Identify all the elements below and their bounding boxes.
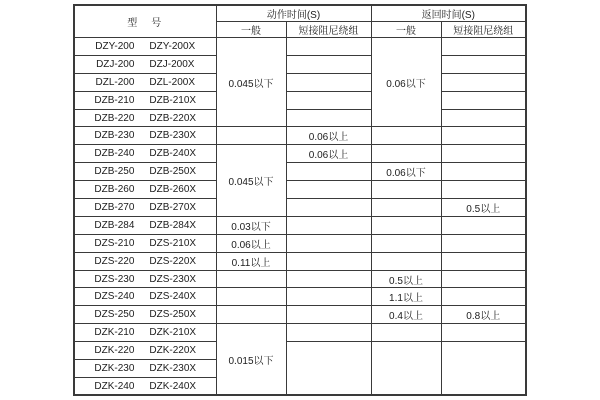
- spec-table: [73, 4, 527, 396]
- model-cell: [74, 252, 216, 270]
- model-label: DZS-230: [94, 273, 135, 285]
- table-row: [74, 306, 526, 324]
- cell-action-general: [216, 270, 286, 288]
- model-cell: [74, 109, 216, 127]
- model-pair: [75, 113, 216, 124]
- table-row: [74, 252, 526, 270]
- model-label: DZY-200: [95, 40, 135, 52]
- cell-action-damping: 0.06以上: [286, 127, 371, 145]
- model-cell: [74, 55, 216, 73]
- header-action-time: 动作时间(S): [216, 5, 371, 22]
- table-row: [74, 145, 526, 163]
- model-label: DZK-220: [94, 345, 135, 357]
- model-pair: [75, 77, 216, 88]
- model-label: DZK-230: [94, 362, 135, 374]
- table-row: [74, 127, 526, 145]
- cell-action-damping: [286, 288, 371, 306]
- cell-return-general: [371, 127, 441, 145]
- model-cell: [74, 377, 216, 395]
- cell-return-damping: [441, 163, 526, 181]
- cell-return-damping: 0.5以上: [441, 199, 526, 217]
- model-x-variant-label: DZB-240X: [149, 148, 197, 160]
- model-cell: [74, 127, 216, 145]
- cell-action-general: [216, 288, 286, 306]
- cell-action-general: 0.11以上: [216, 252, 286, 270]
- cell-action-damping: [286, 163, 371, 181]
- model-cell: [74, 199, 216, 217]
- cell-return-general: 0.06以下: [371, 163, 441, 181]
- model-pair: [75, 256, 216, 267]
- table-row: [74, 199, 526, 217]
- cell-return-general: [371, 199, 441, 217]
- header-row-groups: [74, 5, 526, 22]
- model-pair: [75, 274, 216, 285]
- model-cell: [74, 216, 216, 234]
- cell-action-general: 0.06以上: [216, 234, 286, 252]
- model-x-variant-label: DZB-260X: [149, 184, 197, 196]
- model-x-variant-label: DZB-230X: [149, 130, 197, 142]
- header-model: 型 号: [74, 5, 216, 38]
- model-label: DZB-250: [94, 166, 135, 178]
- cell-return-damping: [441, 73, 526, 91]
- cell-action-general: [216, 306, 286, 324]
- model-x-variant-label: DZK-230X: [149, 362, 197, 374]
- model-label: DZB-230: [94, 130, 135, 142]
- cell-return-general: [371, 145, 441, 163]
- cell-return-damping: 0.8以上: [441, 306, 526, 324]
- cell-action-general: 0.045以下: [216, 38, 286, 127]
- model-x-variant-label: DZB-284X: [149, 219, 197, 231]
- model-x-variant-label: DZB-250X: [149, 166, 197, 178]
- table-row: [74, 181, 526, 199]
- model-cell: [74, 91, 216, 109]
- cell-return-damping: [441, 145, 526, 163]
- cell-return-general: [371, 234, 441, 252]
- model-pair: [75, 202, 216, 213]
- model-x-variant-label: DZS-220X: [149, 255, 197, 267]
- cell-action-damping: [286, 38, 371, 56]
- cell-return-general: [371, 342, 441, 396]
- cell-return-general: 0.06以下: [371, 38, 441, 127]
- table-row: [74, 109, 526, 127]
- model-label: DZB-220: [94, 112, 135, 124]
- model-x-variant-label: DZK-220X: [149, 345, 197, 357]
- model-label: DZS-220: [94, 255, 135, 267]
- model-cell: [74, 288, 216, 306]
- model-pair: [75, 363, 216, 374]
- cell-return-damping: [441, 324, 526, 342]
- model-cell: [74, 163, 216, 181]
- model-pair: [75, 291, 216, 302]
- model-x-variant-label: DZY-200X: [149, 40, 196, 52]
- model-label: DZB-260: [94, 184, 135, 196]
- cell-action-damping: [286, 324, 371, 342]
- cell-return-general: 0.4以上: [371, 306, 441, 324]
- table-row: [74, 73, 526, 91]
- model-x-variant-label: DZS-210X: [149, 237, 197, 249]
- table-row: [74, 324, 526, 342]
- table-row: [74, 234, 526, 252]
- cell-action-general: 0.015以下: [216, 324, 286, 396]
- cell-action-damping: 0.06以上: [286, 145, 371, 163]
- model-label: DZL-200: [95, 76, 135, 88]
- cell-return-damping: [441, 109, 526, 127]
- model-cell: [74, 73, 216, 91]
- cell-action-damping: [286, 55, 371, 73]
- model-pair: [75, 220, 216, 231]
- cell-action-damping: [286, 73, 371, 91]
- cell-action-damping: [286, 109, 371, 127]
- table-body: [74, 38, 526, 396]
- cell-return-damping: [441, 342, 526, 396]
- model-cell: [74, 306, 216, 324]
- model-cell: [74, 360, 216, 378]
- cell-action-damping: [286, 270, 371, 288]
- header-return-time: 返回时间(S): [371, 5, 526, 22]
- model-pair: [75, 166, 216, 177]
- model-cell: [74, 38, 216, 56]
- table-header: [74, 5, 526, 38]
- model-pair: [75, 148, 216, 159]
- table-row: [74, 55, 526, 73]
- header-action-general: 一般: [216, 22, 286, 38]
- model-label: DZB-270: [94, 201, 135, 213]
- cell-return-damping: [441, 38, 526, 56]
- model-cell: [74, 181, 216, 199]
- cell-return-damping: [441, 288, 526, 306]
- cell-return-damping: [441, 270, 526, 288]
- cell-return-damping: [441, 181, 526, 199]
- model-x-variant-label: DZB-270X: [149, 201, 197, 213]
- model-label: DZJ-200: [96, 58, 135, 70]
- cell-action-damping: [286, 306, 371, 324]
- table-row: [74, 270, 526, 288]
- table-row: [74, 342, 526, 360]
- model-pair: [75, 41, 216, 52]
- cell-action-damping: [286, 216, 371, 234]
- model-cell: [74, 234, 216, 252]
- cell-return-damping: [441, 55, 526, 73]
- model-label: DZS-210: [94, 237, 135, 249]
- model-x-variant-label: DZB-210X: [149, 94, 197, 106]
- cell-action-damping: [286, 199, 371, 217]
- model-x-variant-label: DZB-220X: [149, 112, 197, 124]
- cell-return-general: 0.5以上: [371, 270, 441, 288]
- table-row: [74, 38, 526, 56]
- cell-return-general: [371, 324, 441, 342]
- cell-return-damping: [441, 216, 526, 234]
- cell-return-general: [371, 181, 441, 199]
- model-label: DZK-210: [94, 327, 135, 339]
- cell-action-general: 0.03以下: [216, 216, 286, 234]
- table-row: [74, 288, 526, 306]
- header-return-damping: 短接阻尼绕组: [441, 22, 526, 38]
- table-row: [74, 216, 526, 234]
- model-label: DZS-240: [94, 291, 135, 303]
- model-label: DZK-240: [94, 380, 135, 392]
- cell-return-general: 1.1以上: [371, 288, 441, 306]
- cell-return-damping: [441, 127, 526, 145]
- model-x-variant-label: DZJ-200X: [149, 58, 195, 70]
- model-cell: [74, 145, 216, 163]
- model-x-variant-label: DZS-240X: [149, 291, 197, 303]
- cell-action-damping: [286, 181, 371, 199]
- model-x-variant-label: DZL-200X: [149, 76, 195, 88]
- model-pair: [75, 309, 216, 320]
- model-pair: [75, 59, 216, 70]
- model-label: DZB-284: [94, 219, 135, 231]
- model-cell: [74, 342, 216, 360]
- model-x-variant-label: DZS-230X: [149, 273, 197, 285]
- model-x-variant-label: DZK-240X: [149, 380, 197, 392]
- cell-action-damping: [286, 342, 371, 396]
- cell-action-damping: [286, 234, 371, 252]
- model-x-variant-label: DZS-250X: [149, 309, 197, 321]
- cell-return-damping: [441, 252, 526, 270]
- model-label: DZB-210: [94, 94, 135, 106]
- model-x-variant-label: DZK-210X: [149, 327, 197, 339]
- model-label: DZS-250: [94, 309, 135, 321]
- cell-return-damping: [441, 91, 526, 109]
- header-return-general: 一般: [371, 22, 441, 38]
- cell-action-damping: [286, 91, 371, 109]
- table-row: [74, 163, 526, 181]
- cell-action-damping: [286, 252, 371, 270]
- model-pair: [75, 345, 216, 356]
- model-cell: [74, 270, 216, 288]
- cell-action-general: 0.045以下: [216, 145, 286, 217]
- model-pair: [75, 184, 216, 195]
- model-pair: [75, 95, 216, 106]
- cell-return-general: [371, 252, 441, 270]
- cell-action-general: [216, 127, 286, 145]
- model-label: DZB-240: [94, 148, 135, 160]
- model-cell: [74, 324, 216, 342]
- cell-return-damping: [441, 234, 526, 252]
- cell-return-general: [371, 216, 441, 234]
- header-action-damping: 短接阻尼绕组: [286, 22, 371, 38]
- model-pair: [75, 327, 216, 338]
- table-row: [74, 91, 526, 109]
- model-pair: [75, 381, 216, 392]
- model-pair: [75, 130, 216, 141]
- model-pair: [75, 238, 216, 249]
